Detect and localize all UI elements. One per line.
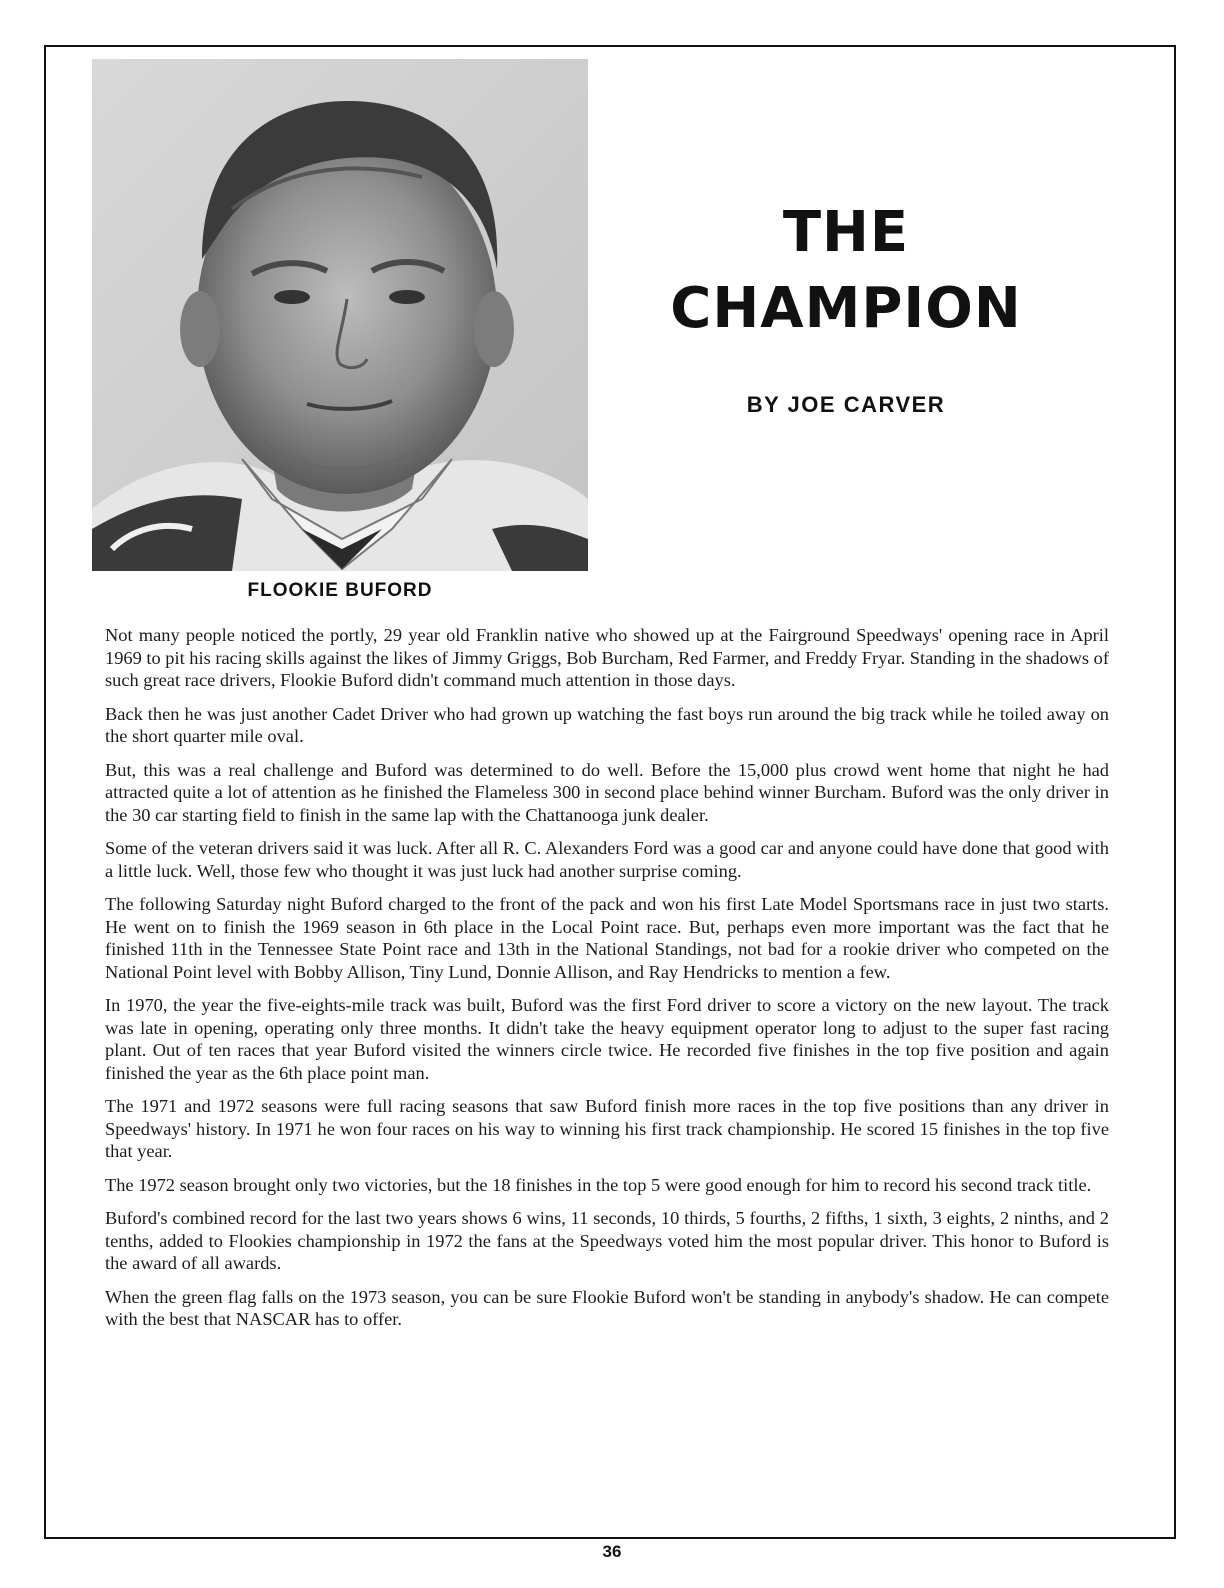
byline: BY JOE CARVER: [746, 392, 946, 417]
photo-caption: FLOOKIE BUFORD: [247, 580, 433, 601]
title-line-2: CHAMPION: [670, 276, 1022, 341]
paragraph: Not many people noticed the portly, 29 year old Franklin native who showed up at the Fairground Speedways' opening race in April 1969 to pit his racing skills against the likes of Jimmy Griggs, Bob Burcham, Red Farmer, and Freddy Fryar. Standing in the shadows of such great race drivers, Flookie Buford didn't command much attention in those days.: [105, 625, 1109, 690]
page-number: 36: [602, 1542, 622, 1561]
paragraph: The 1972 season brought only two victories, but the 18 finishes in the top 5 were good enough for him to record his second track title.: [105, 1174, 1092, 1195]
paragraph: Back then he was just another Cadet Driver who had grown up watching the fast boys run around the big track while he toiled away on the short quarter mile oval.: [105, 703, 1109, 746]
title-line-1: THE: [782, 200, 910, 265]
paragraph: Some of the veteran drivers said it was luck. After all R. C. Alexanders Ford was a good car and anyone could have done that good with a little luck. Well, those few who thought it was just luck had another surprise coming.: [105, 838, 1109, 881]
article-title: [626, 195, 1066, 347]
page-frame: [44, 45, 1176, 1539]
paragraph: In 1970, the year the five-eights-mile track was built, Buford was the first Ford driver to score a victory on the new layout. The track was late in opening, operating only three months. It didn't take the heavy equipment operator long to adjust to the super fast racing plant. Out of ten races that year Buford visited the winners circle twice. He recorded five finishes in the top five position and again finished the year as the 6th place point man.: [105, 995, 1109, 1083]
paragraph: When the green flag falls on the 1973 season, you can be sure Flookie Buford won't be standing in anybody's shadow. He can compete with the best that NASCAR has to offer.: [105, 1286, 1109, 1329]
paragraph: Buford's combined record for the last two years shows 6 wins, 11 seconds, 10 thirds, 5 fourths, 2 fifths, 1 sixth, 3 eights, 2 ninths, and 2 tenths, added to Flookies championship in 1972 the fans at the Speedways voted him the most popular driver. This honor to Buford is the award of all awards.: [105, 1208, 1109, 1273]
paragraph: But, this was a real challenge and Buford was determined to do well. Before the 15,000 plus crowd went home that night he had attracted quite a lot of attention as he finished the Flameless 300 in second place behind winner Burcham. Buford was the only driver in the 30 car starting field to finish in the same lap with the Chattanooga junk dealer.: [105, 759, 1109, 825]
article-body: [105, 624, 1109, 1342]
portrait-photo: [92, 59, 588, 571]
paragraph: The 1971 and 1972 seasons were full racing seasons that saw Buford finish more races in the top five positions than any driver in Speedways' history. In 1971 he won four races on his way to winning his first track championship. He scored 15 finishes in the top five that year.: [105, 1096, 1109, 1161]
paragraph: The following Saturday night Buford charged to the front of the pack and won his first Late Model Sportsmans race in just two starts. He went on to finish the 1969 season in 6th place in the Local Point race. But, perhaps even more important was the fact that he finished 11th in the Tennessee State Point race and 13th in the National Standings, not bad for a rookie driver who competed on the National Point level with Bobby Allison, Tiny Lund, Donnie Allison, and Ray Hendricks to mention a few.: [105, 894, 1109, 982]
